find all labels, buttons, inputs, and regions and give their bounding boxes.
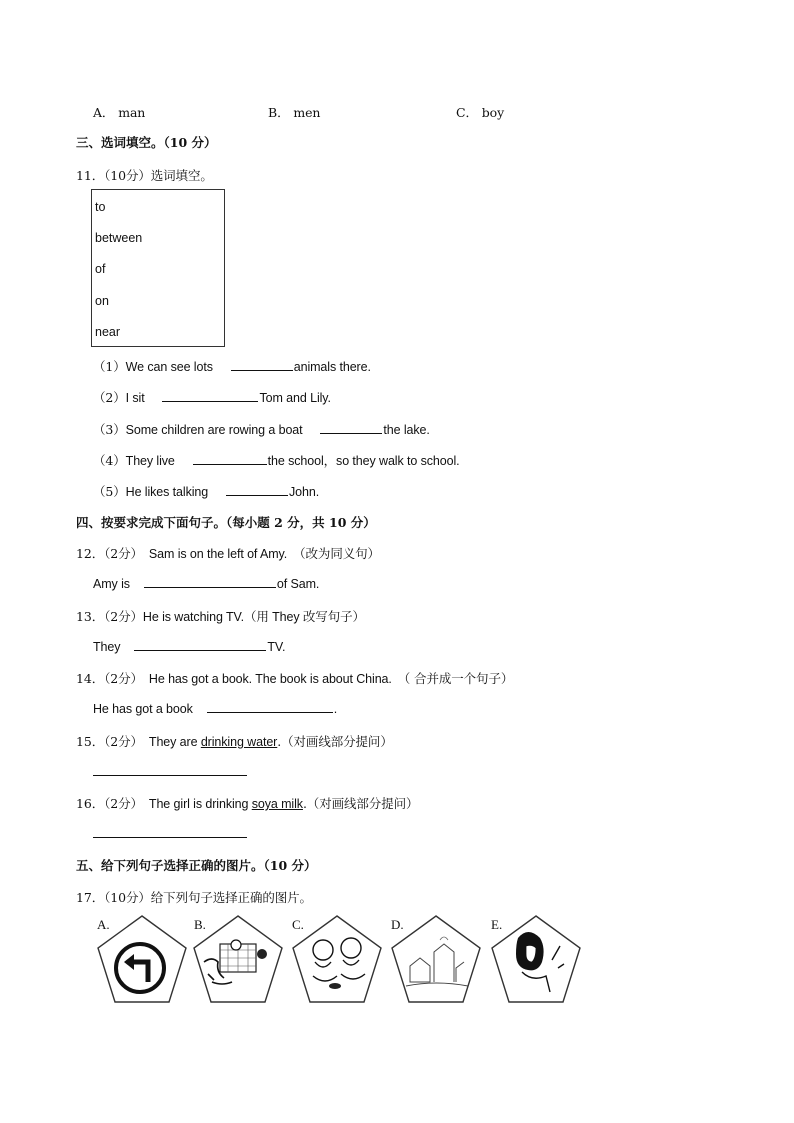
turn-left-sign-picture [94,912,190,1008]
pic-label-c: C. [292,917,304,932]
q11-item-1: （1）We can see lots animals there. [93,359,371,374]
q16-answer-line[interactable] [93,837,247,838]
word-box [91,189,225,347]
section5-heading: 五、给下列句子选择正确的图片。（10 分） [76,858,317,873]
q16-question: 16．（2分） The girl is drinking soya milk.（对画线部分提问） [76,796,419,811]
q15-question: 15．（2分） They are drinking water.（对画线部分提问） [76,734,393,749]
word-between: between [95,231,143,245]
girl-drinking-picture [488,912,584,1008]
village-picture [388,912,484,1008]
pic-label-a: A. [97,917,110,932]
option-c: C． boy [456,105,505,120]
q13-question: 13．（2分）He is watching TV.（用 They 改写句子） [76,609,365,624]
section3-heading: 三、选词填空。（10 分） [76,135,217,150]
q14-answer: He has got a book . [93,702,338,716]
q12-question: 12．（2分） Sam is on the left of Amy. （改为同义句） [76,546,380,561]
word-near: near [95,325,121,339]
q11-item-4: （4）They live the school，so they walk to school. [93,453,460,468]
word-on: on [95,294,109,308]
q14-question: 14．（2分） He has got a book. The book is about China. （ 合并成一个句子） [76,671,514,686]
pic-label-b: B. [194,917,206,932]
section4-heading: 四、按要求完成下面句子。（每小题 2 分，共 10 分） [76,515,376,530]
two-kids-picture [289,912,385,1008]
q15-answer-line[interactable] [93,775,247,776]
q11-item-2: （2）I sit Tom and Lily. [93,390,331,405]
q13-answer: They TV. [93,640,286,654]
option-a: A． man [93,105,146,120]
goal-ball-picture [190,912,286,1008]
q12-answer: Amy is of Sam. [93,577,320,591]
word-to: to [95,200,106,214]
q11-title: 11．（10分）选词填空。 [76,168,213,183]
q17-title: 17．（10分）给下列句子选择正确的图片。 [76,890,312,905]
option-b: B． men [268,105,321,120]
word-of: of [95,262,106,276]
pic-label-e: E. [491,917,503,932]
q11-item-3: （3）Some children are rowing a boat the lake. [93,422,430,437]
q11-item-5: （5）He likes talking John. [93,484,320,499]
pic-label-d: D. [391,917,404,932]
